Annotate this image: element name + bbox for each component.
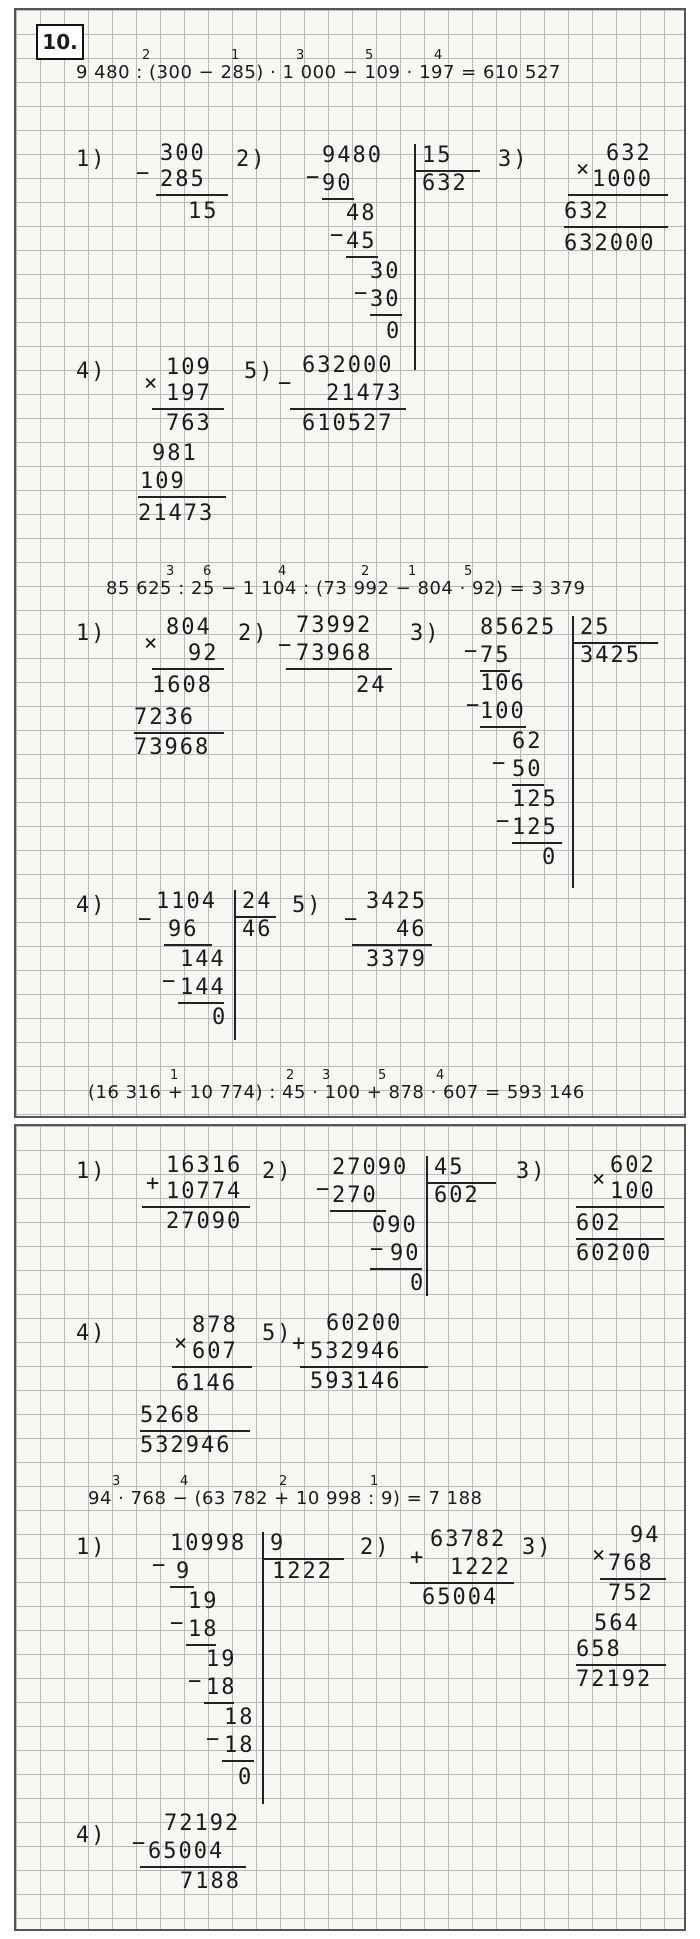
- order-mark: 1: [170, 1068, 179, 1083]
- step-label: 5): [262, 1321, 293, 1346]
- order-mark: 1: [370, 1474, 379, 1489]
- operand: 632: [606, 141, 652, 166]
- partial-product: 632: [564, 199, 610, 224]
- partial-product: 602: [576, 1211, 622, 1236]
- partial-product: 7236: [134, 705, 195, 730]
- operand: 10774: [166, 1179, 243, 1204]
- row-line: [164, 944, 212, 946]
- divisor: 45: [434, 1155, 465, 1180]
- order-mark: 5: [464, 564, 473, 579]
- operand: 63782: [430, 1527, 507, 1552]
- quotient: 632: [422, 171, 468, 196]
- order-mark: 3: [166, 564, 175, 579]
- step-label: 5): [244, 359, 275, 384]
- operand: 300: [160, 141, 206, 166]
- operand: 94: [630, 1523, 661, 1548]
- equation-1: 9 480 : (300 − 285) · 1 000 − 109 · 197 = 610 527: [76, 62, 561, 83]
- division-row: 0: [386, 319, 402, 344]
- order-mark: 2: [286, 1068, 295, 1083]
- operand: 72192: [164, 1811, 241, 1836]
- divisor: 24: [242, 889, 273, 914]
- dividend: 9480: [322, 143, 383, 168]
- minus-sign: −: [152, 1553, 168, 1578]
- step-label: 1): [76, 1535, 107, 1560]
- plus-sign: +: [146, 1171, 162, 1196]
- step-label: 1): [76, 1159, 107, 1184]
- operand: 73968: [296, 641, 373, 666]
- division-row: 18: [224, 1705, 255, 1730]
- order-mark: 3: [112, 1474, 121, 1489]
- step-label: 4): [76, 1321, 107, 1346]
- step-label: 3): [410, 621, 441, 646]
- minus-sign: −: [316, 1177, 332, 1202]
- quotient: 3425: [580, 643, 641, 668]
- operand: 21473: [326, 381, 403, 406]
- times-sign: ×: [144, 371, 160, 396]
- divisor: 9: [270, 1531, 286, 1556]
- division-bar: [426, 1156, 428, 1296]
- minus-sign: −: [132, 1831, 148, 1856]
- order-mark: 4: [434, 48, 443, 63]
- minus-sign: −: [136, 161, 152, 186]
- minus-sign: −: [278, 633, 294, 658]
- division-row: 50: [512, 757, 543, 782]
- result: 27090: [166, 1209, 243, 1234]
- operand: 73992: [296, 613, 373, 638]
- division-row: 0: [542, 845, 558, 870]
- division-row: 30: [370, 259, 401, 284]
- minus-sign: −: [344, 907, 360, 932]
- operand: 3425: [366, 889, 427, 914]
- row-line: [512, 784, 544, 786]
- division-row: 125: [512, 787, 558, 812]
- division-row: 30: [370, 287, 401, 312]
- operand: 878: [192, 1313, 238, 1338]
- row-line: [178, 1002, 224, 1004]
- division-row: 0: [238, 1765, 254, 1790]
- times-sign: ×: [144, 631, 160, 656]
- result: 60200: [576, 1241, 653, 1266]
- result-line: [140, 1430, 250, 1432]
- result: 7188: [180, 1869, 241, 1894]
- row-line: [204, 1702, 234, 1704]
- step-label: 3): [522, 1535, 553, 1560]
- order-mark: 4: [436, 1068, 445, 1083]
- division-row: 9: [176, 1559, 192, 1584]
- step-label: 4): [76, 359, 107, 384]
- result: 593146: [310, 1369, 402, 1394]
- division-row: 18: [188, 1617, 219, 1642]
- result-line: [352, 944, 432, 946]
- operand: 607: [192, 1339, 238, 1364]
- division-row: 144: [180, 947, 226, 972]
- order-mark: 6: [203, 564, 212, 579]
- partial-product: 6146: [176, 1371, 237, 1396]
- partial-product: 5268: [140, 1403, 201, 1428]
- division-row: 0: [410, 1271, 426, 1296]
- result: 73968: [134, 735, 211, 760]
- product-line: [576, 1206, 664, 1208]
- dividend: 1104: [156, 889, 217, 914]
- order-mark: 3: [296, 48, 305, 63]
- order-mark: 2: [361, 564, 370, 579]
- operand: 100: [610, 1179, 656, 1204]
- step-label: 3): [498, 147, 529, 172]
- quotient: 602: [434, 1183, 480, 1208]
- quotient: 46: [242, 917, 273, 942]
- result-line: [140, 1866, 246, 1868]
- order-mark: 3: [322, 1068, 331, 1083]
- result: 532946: [140, 1433, 232, 1458]
- times-sign: ×: [592, 1543, 608, 1568]
- result-line: [134, 732, 224, 734]
- minus-sign: −: [206, 1727, 222, 1752]
- division-row: 90: [322, 171, 353, 196]
- partial-product: 564: [594, 1611, 640, 1636]
- minus-sign: −: [492, 751, 508, 776]
- partial-product: 658: [576, 1637, 622, 1662]
- minus-sign: −: [306, 165, 322, 190]
- result-line: [410, 1582, 514, 1584]
- plus-sign: +: [292, 1331, 308, 1356]
- result-line: [286, 668, 392, 670]
- order-mark: 2: [142, 48, 151, 63]
- equation-2: 85 625 : 25 − 1 104 : (73 992 − 804 · 92) = 3 379: [106, 578, 586, 599]
- operand: 1222: [450, 1555, 511, 1580]
- row-line: [370, 1268, 422, 1270]
- step-label: 2): [262, 1159, 293, 1184]
- operand: 46: [396, 917, 427, 942]
- division-row: 75: [480, 643, 511, 668]
- product-line: [568, 194, 668, 196]
- exercise-number: 10.: [36, 24, 84, 60]
- row-line: [330, 1210, 386, 1212]
- step-label: 2): [238, 621, 269, 646]
- product-line: [152, 668, 224, 670]
- row-line: [346, 256, 378, 258]
- division-row: 18: [206, 1675, 237, 1700]
- row-line: [222, 1760, 254, 1762]
- product-line: [600, 1578, 666, 1580]
- row-line: [170, 1586, 194, 1588]
- result: 21473: [138, 501, 215, 526]
- result: 72192: [576, 1667, 653, 1692]
- order-mark: 4: [278, 564, 287, 579]
- result-line: [576, 1664, 666, 1666]
- dividend: 85625: [480, 615, 557, 640]
- result: 610527: [302, 411, 394, 436]
- result-line: [142, 1206, 250, 1208]
- operand: 65004: [148, 1839, 225, 1864]
- operand: 768: [608, 1551, 654, 1576]
- result-line: [138, 496, 226, 498]
- times-sign: ×: [592, 1167, 608, 1192]
- result-line: [576, 1238, 664, 1240]
- division-row: 144: [180, 975, 226, 1000]
- times-sign: ×: [174, 1331, 190, 1356]
- operand: 16316: [166, 1153, 243, 1178]
- step-label: 3): [516, 1159, 547, 1184]
- division-bar: [572, 616, 574, 888]
- operand: 804: [166, 615, 212, 640]
- row-line: [480, 726, 526, 728]
- division-row: 106: [480, 671, 526, 696]
- step-label: 2): [236, 147, 267, 172]
- product-line: [152, 408, 224, 410]
- divisor: 15: [422, 143, 453, 168]
- division-row: 100: [480, 699, 526, 724]
- result-line: [300, 1366, 428, 1368]
- division-row: 125: [512, 815, 558, 840]
- division-row: 090: [372, 1213, 418, 1238]
- operand: 92: [188, 641, 219, 666]
- minus-sign: −: [162, 969, 178, 994]
- division-bar: [234, 890, 236, 1040]
- dividend: 27090: [332, 1155, 409, 1180]
- operand: 285: [160, 167, 206, 192]
- row-line: [322, 198, 354, 200]
- division-row: 19: [188, 1589, 219, 1614]
- worksheet-panel-1: [14, 8, 686, 1118]
- equation-3: (16 316 + 10 774) : 45 · 100 + 878 · 607 = 593 146: [88, 1082, 585, 1103]
- result-line: [290, 408, 406, 410]
- operand: 60200: [326, 1311, 403, 1336]
- step-label: 4): [76, 893, 107, 918]
- division-row: 0: [212, 1005, 228, 1030]
- order-mark: 5: [378, 1068, 387, 1083]
- operand: 632000: [302, 353, 394, 378]
- division-row: 62: [512, 729, 543, 754]
- minus-sign: −: [466, 693, 482, 718]
- partial-product: 763: [166, 411, 212, 436]
- operand: 1000: [592, 167, 653, 192]
- minus-sign: −: [188, 1669, 204, 1694]
- result: 3379: [366, 947, 427, 972]
- minus-sign: −: [278, 371, 294, 396]
- division-bar: [414, 144, 416, 370]
- times-sign: ×: [576, 157, 592, 182]
- division-row: 90: [390, 1241, 421, 1266]
- order-mark: 5: [365, 48, 374, 63]
- partial-product: 752: [608, 1581, 654, 1606]
- result: 65004: [422, 1585, 499, 1610]
- row-line: [512, 842, 562, 844]
- minus-sign: −: [354, 281, 370, 306]
- result: 24: [356, 673, 387, 698]
- result-line: [156, 194, 228, 196]
- partial-product: 1608: [152, 673, 213, 698]
- division-row: 45: [346, 229, 377, 254]
- partial-product: 981: [152, 441, 198, 466]
- operand: 602: [610, 1153, 656, 1178]
- quotient: 1222: [272, 1559, 333, 1584]
- product-line: [172, 1366, 252, 1368]
- step-label: 4): [76, 1823, 107, 1848]
- order-mark: 1: [231, 48, 240, 63]
- minus-sign: −: [138, 907, 154, 932]
- division-row: 96: [168, 917, 199, 942]
- divisor: 25: [580, 615, 611, 640]
- operand: 197: [166, 381, 212, 406]
- division-row: 48: [346, 201, 377, 226]
- row-line: [370, 314, 402, 316]
- result: 15: [188, 199, 219, 224]
- order-mark: 4: [180, 1474, 189, 1489]
- plus-sign: +: [410, 1545, 426, 1570]
- step-label: 2): [360, 1535, 391, 1560]
- dividend: 10998: [170, 1531, 247, 1556]
- operand: 109: [166, 355, 212, 380]
- partial-product: 109: [140, 469, 186, 494]
- result-line: [564, 226, 668, 228]
- step-label: 1): [76, 147, 107, 172]
- minus-sign: −: [370, 1237, 386, 1262]
- division-row: 270: [332, 1183, 378, 1208]
- step-label: 1): [76, 621, 107, 646]
- row-line: [186, 1644, 216, 1646]
- order-mark: 1: [408, 564, 417, 579]
- division-row: 18: [224, 1733, 255, 1758]
- result: 632000: [564, 231, 656, 256]
- minus-sign: −: [330, 223, 346, 248]
- order-mark: 2: [279, 1474, 288, 1489]
- minus-sign: −: [464, 639, 480, 664]
- division-row: 19: [206, 1647, 237, 1672]
- minus-sign: −: [170, 1611, 186, 1636]
- operand: 532946: [310, 1339, 402, 1364]
- worksheet-panel-2: [14, 1124, 686, 1931]
- step-label: 5): [292, 893, 323, 918]
- equation-4: 94 · 768 − (63 782 + 10 998 : 9) = 7 188: [88, 1488, 483, 1509]
- division-bar: [262, 1532, 264, 1804]
- minus-sign: −: [496, 809, 512, 834]
